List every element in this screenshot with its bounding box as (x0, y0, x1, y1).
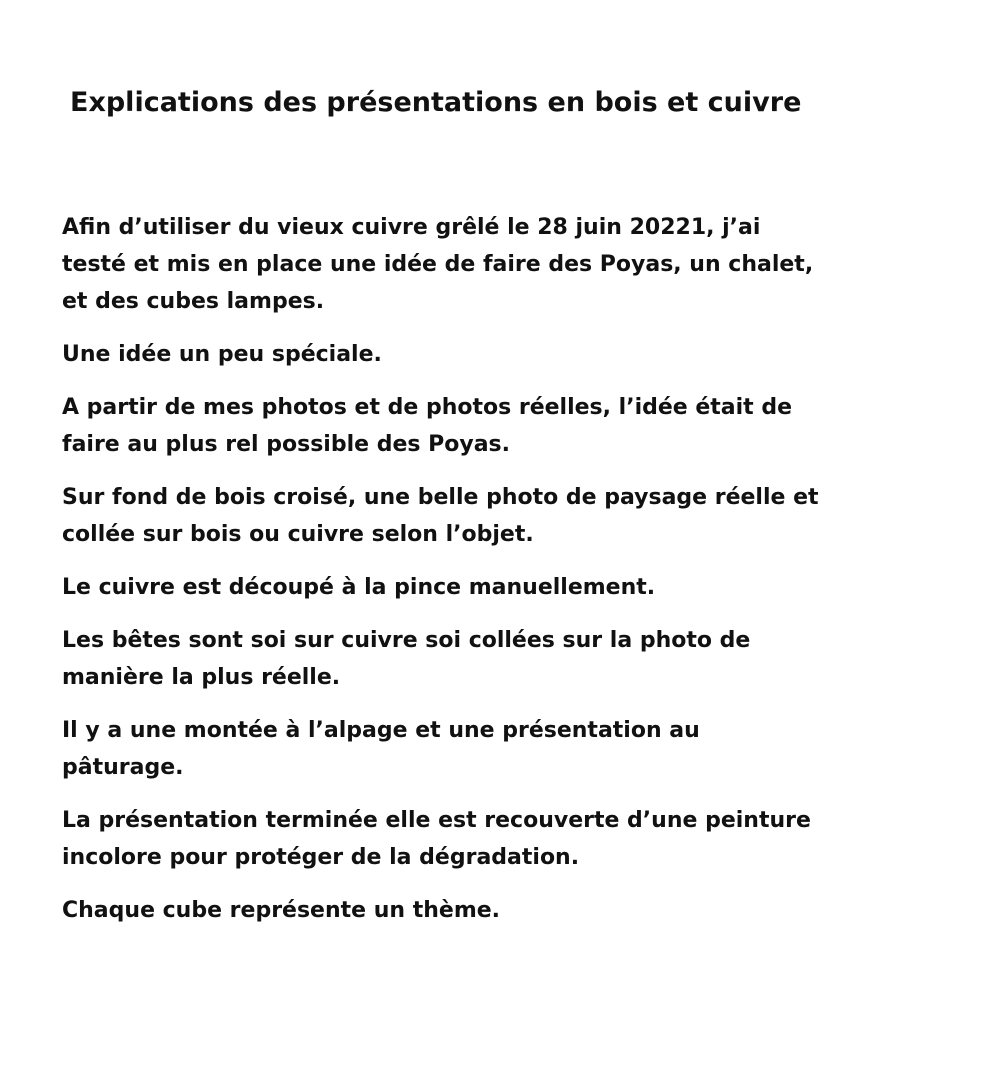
paragraph-line: Chaque cube représente un thème. (62, 898, 501, 923)
paragraph-line: Il y a une montée à l’alpage et une présentation au (62, 718, 700, 743)
document-body (62, 209, 942, 945)
paragraph-line: Le cuivre est découpé à la pince manuellement. (62, 575, 656, 600)
paragraph-line: Une idée un peu spéciale. (62, 342, 382, 367)
paragraph-line: Afin d’utiliser du vieux cuivre grêlé le 28 juin 20221, j’ai (62, 215, 761, 240)
paragraph-line: collée sur bois ou cuivre selon l’objet. (62, 522, 534, 547)
paragraph-special-idea (62, 336, 942, 373)
paragraph-animals (62, 622, 942, 696)
paragraph-line: incolore pour protéger de la dégradation. (62, 845, 580, 870)
paragraph-line: Les bêtes sont soi sur cuivre soi collées sur la photo de (62, 628, 751, 653)
paragraph-wood-background (62, 479, 942, 553)
paragraph-line: pâturage. (62, 755, 184, 780)
paragraph-alpage (62, 712, 942, 786)
paragraph-line: A partir de mes photos et de photos réelles, l’idée était de (62, 395, 793, 420)
paragraph-copper-cutting (62, 569, 942, 606)
paragraph-line: et des cubes lampes. (62, 289, 325, 314)
paragraph-line: faire au plus rel possible des Poyas. (62, 432, 510, 457)
paragraph-line: testé et mis en place une idée de faire des Poyas, un chalet, (62, 252, 814, 277)
document-title: Explications des présentations en bois et cuivre (70, 87, 802, 118)
paragraph-cube-theme (62, 892, 942, 929)
paragraph-photos (62, 389, 942, 463)
paragraph-copper-usage (62, 209, 942, 320)
paragraph-line: manière la plus réelle. (62, 665, 341, 690)
paragraph-finish (62, 802, 942, 876)
paragraph-line: La présentation terminée elle est recouverte d’une peinture (62, 808, 811, 833)
paragraph-line: Sur fond de bois croisé, une belle photo de paysage réelle et (62, 485, 819, 510)
